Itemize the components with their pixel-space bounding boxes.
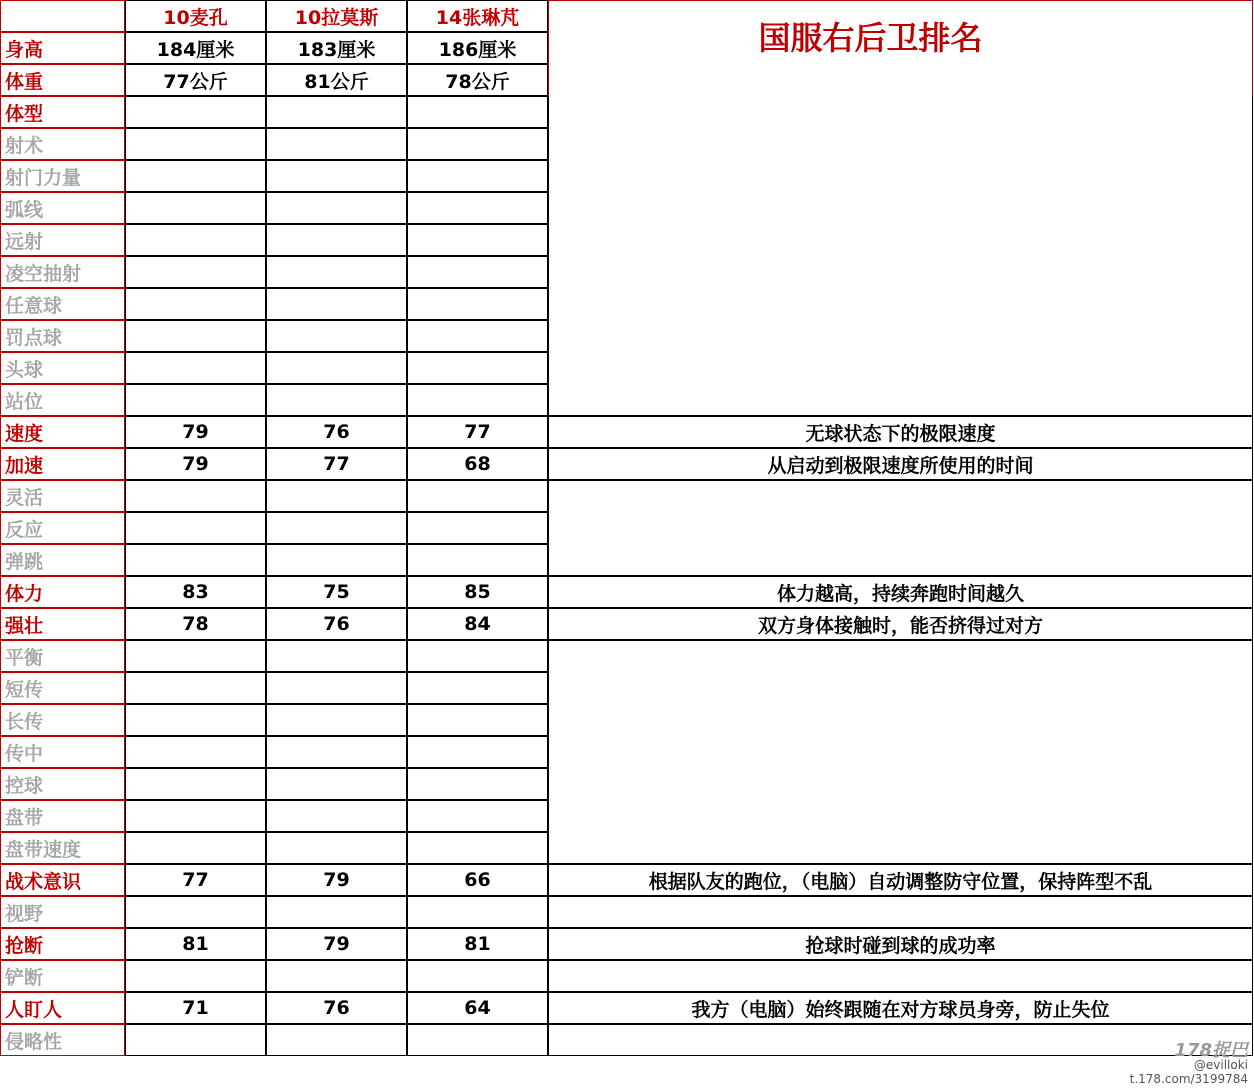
attribute-value: 71 — [125, 992, 266, 1024]
attribute-value — [407, 896, 548, 928]
table-row — [0, 128, 1253, 160]
attribute-description: 我方（电脑）始终跟随在对方球员身旁，防止失位 — [548, 992, 1253, 1024]
attribute-label: 射术 — [0, 128, 125, 160]
attribute-value — [407, 704, 548, 736]
attribute-description — [548, 256, 1253, 288]
attribute-value — [266, 960, 407, 992]
table-row — [0, 1024, 1253, 1056]
table-row — [0, 928, 1253, 960]
attribute-value — [125, 896, 266, 928]
attribute-value — [125, 128, 266, 160]
attribute-value — [125, 1024, 266, 1056]
header-row — [0, 0, 1253, 32]
attribute-value: 77 — [407, 416, 548, 448]
attribute-value — [125, 352, 266, 384]
attribute-value — [125, 640, 266, 672]
attribute-description — [548, 288, 1253, 320]
table-row — [0, 640, 1253, 672]
attribute-value — [407, 544, 548, 576]
attribute-description: 从启动到极限速度所使用的时间 — [548, 448, 1253, 480]
attribute-label: 长传 — [0, 704, 125, 736]
attribute-label: 灵活 — [0, 480, 125, 512]
attribute-value — [266, 128, 407, 160]
attribute-value — [407, 1024, 548, 1056]
attribute-value: 79 — [266, 928, 407, 960]
attribute-value — [266, 192, 407, 224]
attribute-value: 79 — [125, 416, 266, 448]
attribute-value: 76 — [266, 608, 407, 640]
attribute-value — [125, 480, 266, 512]
table-row — [0, 256, 1253, 288]
table-row — [0, 832, 1253, 864]
attribute-value: 81 — [125, 928, 266, 960]
attribute-label: 盘带速度 — [0, 832, 125, 864]
attribute-value — [407, 256, 548, 288]
attribute-value: 68 — [407, 448, 548, 480]
attribute-label: 体重 — [0, 64, 125, 96]
watermark-logo: 178捉巴 — [1174, 1040, 1248, 1061]
attribute-value — [407, 320, 548, 352]
attribute-value: 79 — [125, 448, 266, 480]
table-row — [0, 192, 1253, 224]
attribute-label: 战术意识 — [0, 864, 125, 896]
attribute-value — [125, 960, 266, 992]
attribute-description: 体力越高，持续奔跑时间越久 — [548, 576, 1253, 608]
attribute-description — [548, 128, 1253, 160]
attribute-value — [266, 768, 407, 800]
corner-cell — [0, 0, 125, 32]
attribute-label: 控球 — [0, 768, 125, 800]
attribute-value — [407, 352, 548, 384]
player-header: 14张琳芃 — [407, 0, 548, 32]
attribute-value — [125, 768, 266, 800]
attribute-value — [407, 800, 548, 832]
attribute-description: 双方身体接触时，能否挤得过对方 — [548, 608, 1253, 640]
attribute-value — [407, 160, 548, 192]
table-row — [0, 704, 1253, 736]
attribute-value — [407, 512, 548, 544]
attribute-description — [548, 160, 1253, 192]
attribute-description — [548, 96, 1253, 128]
attribute-value: 78公斤 — [407, 64, 548, 96]
player-header: 10拉莫斯 — [266, 0, 407, 32]
attribute-label: 盘带 — [0, 800, 125, 832]
attribute-value — [125, 160, 266, 192]
attribute-value — [266, 704, 407, 736]
table-row — [0, 512, 1253, 544]
table-row — [0, 800, 1253, 832]
table-row — [0, 608, 1253, 640]
attribute-value — [125, 704, 266, 736]
attribute-value — [266, 384, 407, 416]
attribute-label: 头球 — [0, 352, 125, 384]
attribute-value — [407, 128, 548, 160]
attribute-value: 64 — [407, 992, 548, 1024]
attribute-value — [125, 224, 266, 256]
attribute-description — [548, 352, 1253, 384]
attribute-description — [548, 832, 1253, 864]
attribute-value — [407, 736, 548, 768]
table-row — [0, 768, 1253, 800]
attribute-description — [548, 896, 1253, 928]
attribute-label: 速度 — [0, 416, 125, 448]
attribute-value: 75 — [266, 576, 407, 608]
attribute-value — [125, 800, 266, 832]
attribute-value — [125, 512, 266, 544]
attribute-description: 根据队友的跑位，（电脑）自动调整防守位置，保持阵型不乱 — [548, 864, 1253, 896]
attribute-label: 身高 — [0, 32, 125, 64]
attribute-label: 任意球 — [0, 288, 125, 320]
attribute-value — [266, 672, 407, 704]
attribute-description — [548, 224, 1253, 256]
attribute-label: 射门力量 — [0, 160, 125, 192]
attribute-label: 视野 — [0, 896, 125, 928]
table-row — [0, 96, 1253, 128]
attribute-value: 84 — [407, 608, 548, 640]
attribute-label: 抢断 — [0, 928, 125, 960]
attribute-value — [266, 512, 407, 544]
attribute-value — [266, 224, 407, 256]
attribute-value — [125, 832, 266, 864]
attribute-value: 77 — [125, 864, 266, 896]
attribute-description — [548, 960, 1253, 992]
attribute-value — [266, 480, 407, 512]
attribute-description — [548, 640, 1253, 672]
attribute-label: 罚点球 — [0, 320, 125, 352]
attribute-description — [548, 704, 1253, 736]
attribute-value: 76 — [266, 416, 407, 448]
attribute-value — [266, 736, 407, 768]
attribute-description: 抢球时碰到球的成功率 — [548, 928, 1253, 960]
attribute-description — [548, 800, 1253, 832]
attribute-label: 短传 — [0, 672, 125, 704]
attribute-label: 体力 — [0, 576, 125, 608]
player-header: 10麦孔 — [125, 0, 266, 32]
table-row — [0, 288, 1253, 320]
attribute-value — [407, 480, 548, 512]
table-row — [0, 896, 1253, 928]
attribute-label: 凌空抽射 — [0, 256, 125, 288]
attribute-value — [266, 320, 407, 352]
attribute-value — [407, 192, 548, 224]
attribute-value — [125, 192, 266, 224]
attribute-value: 81公斤 — [266, 64, 407, 96]
attribute-value — [266, 1024, 407, 1056]
attribute-value — [266, 544, 407, 576]
attribute-description — [548, 736, 1253, 768]
attribute-value — [125, 672, 266, 704]
attribute-value — [125, 256, 266, 288]
attribute-value: 77 — [266, 448, 407, 480]
page-title: 国服右后卫排名 — [758, 19, 983, 57]
attribute-label: 弹跳 — [0, 544, 125, 576]
table-row — [0, 992, 1253, 1024]
attribute-value: 79 — [266, 864, 407, 896]
table-row — [0, 864, 1253, 896]
attribute-value — [407, 96, 548, 128]
attribute-value — [125, 288, 266, 320]
attribute-description — [548, 384, 1253, 416]
attribute-value: 83 — [125, 576, 266, 608]
watermark-url: t.178.com/3199784 — [1129, 1072, 1248, 1086]
watermark — [1129, 1040, 1248, 1086]
attribute-label: 铲断 — [0, 960, 125, 992]
attribute-value: 76 — [266, 992, 407, 1024]
attribute-value — [266, 896, 407, 928]
attribute-value — [407, 832, 548, 864]
attribute-value: 77公斤 — [125, 64, 266, 96]
attribute-value — [266, 96, 407, 128]
attribute-description — [548, 320, 1253, 352]
attribute-label: 弧线 — [0, 192, 125, 224]
attribute-value — [266, 256, 407, 288]
attribute-value — [266, 352, 407, 384]
attribute-value: 85 — [407, 576, 548, 608]
attribute-label: 平衡 — [0, 640, 125, 672]
watermark-user: @evilloki — [1193, 1058, 1248, 1072]
attribute-value: 78 — [125, 608, 266, 640]
table-row — [0, 160, 1253, 192]
table-row — [0, 448, 1253, 480]
attribute-label: 强壮 — [0, 608, 125, 640]
attribute-value — [266, 832, 407, 864]
attribute-value — [266, 160, 407, 192]
table-row — [0, 320, 1253, 352]
table-row — [0, 384, 1253, 416]
attribute-value — [266, 800, 407, 832]
attribute-description — [548, 480, 1253, 512]
table-row — [0, 224, 1253, 256]
table-row — [0, 480, 1253, 512]
attribute-value — [125, 736, 266, 768]
attribute-value — [407, 960, 548, 992]
attribute-label: 加速 — [0, 448, 125, 480]
attribute-value — [407, 384, 548, 416]
table-row — [0, 352, 1253, 384]
attribute-description — [548, 512, 1253, 544]
table-row — [0, 416, 1253, 448]
attribute-value — [407, 224, 548, 256]
attribute-value — [266, 640, 407, 672]
attribute-label: 体型 — [0, 96, 125, 128]
attribute-description — [548, 192, 1253, 224]
attribute-label: 远射 — [0, 224, 125, 256]
attribute-description — [548, 768, 1253, 800]
attribute-label: 传中 — [0, 736, 125, 768]
table-row — [0, 672, 1253, 704]
attribute-value — [407, 640, 548, 672]
attribute-label: 反应 — [0, 512, 125, 544]
attribute-value — [125, 384, 266, 416]
table-row — [0, 544, 1253, 576]
attribute-value: 81 — [407, 928, 548, 960]
attribute-value: 186厘米 — [407, 32, 548, 64]
attribute-value — [266, 288, 407, 320]
attribute-value — [407, 288, 548, 320]
attribute-value — [125, 544, 266, 576]
attribute-value — [125, 320, 266, 352]
attribute-description — [548, 672, 1253, 704]
attribute-description — [548, 544, 1253, 576]
attribute-value: 184厘米 — [125, 32, 266, 64]
attribute-description: 无球状态下的极限速度 — [548, 416, 1253, 448]
attribute-label: 站位 — [0, 384, 125, 416]
attribute-value — [407, 768, 548, 800]
table-row — [0, 960, 1253, 992]
attribute-value — [407, 672, 548, 704]
attribute-value: 66 — [407, 864, 548, 896]
attribute-label: 人盯人 — [0, 992, 125, 1024]
attribute-label: 侵略性 — [0, 1024, 125, 1056]
table-row — [0, 736, 1253, 768]
table-row — [0, 576, 1253, 608]
attribute-value: 183厘米 — [266, 32, 407, 64]
title-cell — [548, 0, 1253, 96]
attribute-value — [125, 96, 266, 128]
